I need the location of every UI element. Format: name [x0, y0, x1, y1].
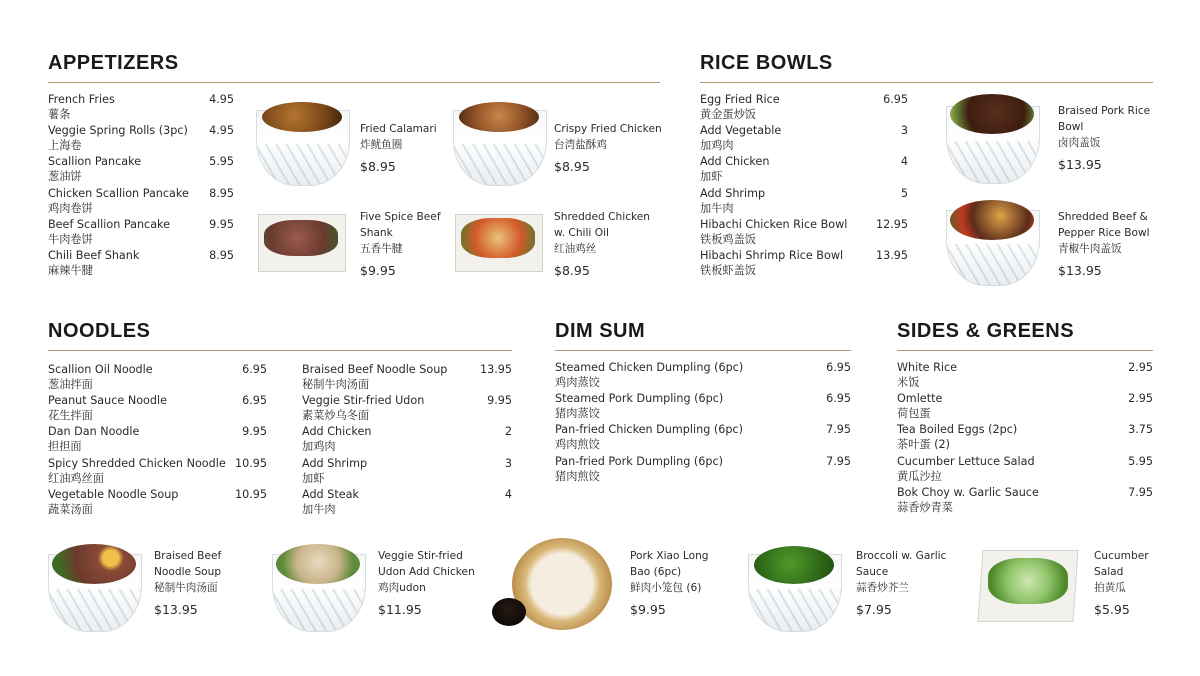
- item-name: Hibachi Chicken Rice Bowl: [700, 217, 848, 231]
- menu-item[interactable]: [48, 393, 267, 424]
- item-name-cn: 担担面: [48, 440, 82, 454]
- item-price: 4.95: [209, 124, 234, 138]
- item-name: Omlette: [897, 392, 943, 406]
- item-name: Veggie Spring Rolls (3pc): [48, 124, 188, 138]
- noodles-column-2: [302, 362, 512, 518]
- item-price: 9.95: [242, 425, 267, 439]
- menu-item[interactable]: [897, 454, 1153, 485]
- menu-item[interactable]: [700, 186, 908, 217]
- menu-item[interactable]: [700, 248, 908, 279]
- item-price: 6.95: [242, 363, 267, 376]
- dish-name-cn: 秘制牛肉汤面: [154, 582, 218, 594]
- dish-name: Broccoli w. Garlic: [856, 550, 947, 562]
- dish-name-2: Bowl: [1058, 121, 1084, 133]
- crispy-fried-chicken-label: [554, 121, 662, 175]
- menu-item[interactable]: [555, 360, 851, 391]
- dish-name-2: Noodle Soup: [154, 566, 222, 578]
- item-name: Add Steak: [302, 487, 359, 501]
- dish-name: Shredded Beef &: [1058, 211, 1148, 223]
- dish-name: Braised Pork Rice: [1058, 105, 1151, 117]
- item-name: Hibachi Shrimp Rice Bowl: [700, 248, 844, 262]
- item-price: 4: [900, 155, 908, 169]
- braised-pork-rice-label: [1058, 103, 1150, 173]
- xiao-long-bao-photo: [490, 536, 615, 636]
- dish-name-cn: 红油鸡丝: [554, 243, 597, 255]
- item-name-cn: 蒜香炒青菜: [897, 500, 953, 514]
- dish-name: Pork Xiao Long: [630, 550, 709, 562]
- menu-item[interactable]: [48, 154, 234, 185]
- braised-beef-noodle-label: [154, 548, 221, 618]
- dim-sum-list: [555, 360, 851, 485]
- item-price: 6.95: [242, 394, 267, 408]
- menu-item[interactable]: [700, 154, 908, 185]
- item-price: 6.95: [826, 361, 851, 374]
- broccoli-label: [856, 548, 946, 618]
- noodles-title: NOODLES: [48, 320, 512, 351]
- item-name: Beef Scallion Pancake: [48, 217, 171, 231]
- dish-price: $7.95: [856, 602, 892, 617]
- item-price: 6.95: [883, 93, 908, 106]
- menu-item[interactable]: [302, 456, 512, 487]
- item-price: 5: [900, 186, 908, 200]
- menu-item[interactable]: [555, 422, 851, 453]
- menu-item[interactable]: [897, 360, 1153, 391]
- item-name-cn: 葱油饼: [48, 170, 82, 184]
- dish-price: $8.95: [360, 159, 396, 174]
- item-name-cn: 牛肉卷饼: [48, 232, 93, 246]
- dish-name-2: Bao (6pc): [630, 566, 682, 578]
- item-name: Spicy Shredded Chicken Noodle: [48, 456, 226, 470]
- menu-item[interactable]: [302, 424, 512, 455]
- dish-name-cn: 青椒牛肉盖饭: [1058, 243, 1122, 255]
- rice-bowls-title: RICE BOWLS: [700, 52, 1153, 83]
- item-price: 2.95: [1128, 392, 1153, 406]
- item-name-cn: 荷包蛋: [897, 407, 931, 421]
- noodles-column-1: [48, 362, 267, 518]
- item-price: 3.75: [1128, 423, 1153, 437]
- menu-item[interactable]: [897, 485, 1153, 516]
- item-price: 7.95: [1128, 485, 1153, 499]
- item-name: Pan-fried Chicken Dumpling (6pc): [555, 423, 743, 437]
- item-name: Vegetable Noodle Soup: [48, 487, 179, 501]
- item-price: 9.95: [487, 394, 512, 408]
- item-name: Scallion Oil Noodle: [48, 363, 153, 376]
- item-name: Veggie Stir-fried Udon: [302, 394, 425, 408]
- item-name-cn: 加牛肉: [700, 201, 734, 215]
- item-price: 2.95: [1128, 361, 1153, 374]
- dish-price: $8.95: [554, 159, 590, 174]
- braised-pork-rice-photo: [946, 92, 1038, 184]
- item-name-cn: 麻辣牛腱: [48, 263, 93, 277]
- dish-name-cn: 蒜香炒芥兰: [856, 582, 909, 594]
- item-price: 3: [504, 456, 512, 470]
- item-name: Tea Boiled Eggs (2pc): [897, 423, 1018, 437]
- item-name-cn: 葱油拌面: [48, 378, 93, 391]
- dish-name-cn: 拍黄瓜: [1094, 582, 1126, 594]
- veggie-udon-photo: [272, 540, 364, 632]
- dish-price: $9.95: [630, 602, 666, 617]
- item-price: 7.95: [826, 454, 851, 468]
- menu-item[interactable]: [48, 92, 234, 123]
- broccoli-photo: [748, 540, 840, 632]
- dish-name-cn: 五香牛腱: [360, 243, 403, 255]
- menu-item[interactable]: [48, 123, 234, 154]
- braised-beef-noodle-photo: [48, 540, 140, 632]
- item-price: 9.95: [209, 217, 234, 231]
- dish-name-cn: 鲜肉小笼包 (6): [630, 582, 702, 594]
- dish-price: $13.95: [1058, 157, 1102, 172]
- item-name-cn: 鸡肉卷饼: [48, 201, 93, 215]
- five-spice-beef-label: [360, 209, 441, 279]
- menu-item[interactable]: [555, 454, 851, 485]
- item-name-cn: 加鸡肉: [302, 440, 336, 454]
- item-name-cn: 秘制牛肉汤面: [302, 378, 370, 391]
- item-name: Chicken Scallion Pancake: [48, 186, 189, 200]
- item-name: Egg Fried Rice: [700, 93, 780, 106]
- veggie-udon-label: [378, 548, 475, 618]
- dish-name-2: Pepper Rice Bowl: [1058, 227, 1150, 239]
- item-name-cn: 薯条: [48, 108, 71, 121]
- appetizers-title: APPETIZERS: [48, 52, 660, 83]
- sides-list: [897, 360, 1153, 516]
- item-name-cn: 米饭: [897, 376, 920, 389]
- item-name: Pan-fried Pork Dumpling (6pc): [555, 454, 724, 468]
- dish-name: Fried Calamari: [360, 123, 437, 135]
- item-name: Dan Dan Noodle: [48, 425, 140, 439]
- menu-item[interactable]: [48, 186, 234, 217]
- item-name-cn: 加虾: [700, 170, 723, 184]
- item-price: 6.95: [826, 392, 851, 406]
- item-name-cn: 猪肉蒸饺: [555, 407, 600, 421]
- fried-calamari-label: [360, 121, 437, 175]
- dish-name: Cucumber: [1094, 550, 1149, 562]
- item-price: 8.95: [209, 248, 234, 262]
- item-name-cn: 素菜炒乌冬面: [302, 409, 370, 423]
- menu-item[interactable]: [48, 424, 267, 455]
- item-name-cn: 加虾: [302, 471, 325, 485]
- item-price: 2: [504, 425, 512, 439]
- item-name: Scallion Pancake: [48, 155, 142, 169]
- shredded-beef-pepper-photo: [946, 198, 1038, 286]
- dish-name-2: w. Chili Oil: [554, 227, 609, 239]
- dish-name-cn: 台湾盐酥鸡: [554, 139, 607, 151]
- dish-name-2: Shank: [360, 227, 393, 239]
- menu-item[interactable]: [700, 123, 908, 154]
- menu-item[interactable]: [48, 456, 267, 487]
- item-name: White Rice: [897, 361, 958, 374]
- item-name-cn: 铁板虾盖饭: [700, 263, 756, 277]
- dish-price: $13.95: [154, 602, 198, 617]
- item-price: 8.95: [209, 186, 234, 200]
- item-name-cn: 鸡肉煎饺: [555, 438, 600, 452]
- menu-item[interactable]: [700, 92, 908, 123]
- menu-item[interactable]: [897, 391, 1153, 422]
- item-price: 12.95: [875, 217, 908, 231]
- item-name: Steamed Pork Dumpling (6pc): [555, 392, 724, 406]
- item-name: Add Chicken: [302, 425, 372, 439]
- item-price: 7.95: [826, 423, 851, 437]
- item-name-cn: 黄瓜沙拉: [897, 469, 942, 483]
- item-name: Add Vegetable: [700, 124, 782, 138]
- dish-price: $11.95: [378, 602, 422, 617]
- menu-item[interactable]: [48, 487, 267, 518]
- shredded-chicken-photo: [453, 210, 545, 274]
- item-name: Add Chicken: [700, 155, 770, 169]
- item-price: 13.95: [875, 248, 908, 262]
- menu-item[interactable]: [555, 391, 851, 422]
- menu-item[interactable]: [48, 248, 234, 279]
- item-price: 10.95: [234, 456, 267, 470]
- dish-name: Veggie Stir-fried: [378, 550, 463, 562]
- item-price: 4: [504, 487, 512, 501]
- item-name: Bok Choy w. Garlic Sauce: [897, 485, 1039, 499]
- item-name: Add Shrimp: [700, 186, 766, 200]
- dish-name-2: Sauce: [856, 566, 889, 578]
- five-spice-beef-photo: [256, 210, 348, 274]
- item-name-cn: 上海卷: [48, 139, 82, 153]
- item-price: 10.95: [234, 487, 267, 501]
- shredded-beef-pepper-label: [1058, 209, 1150, 279]
- item-name: Steamed Chicken Dumpling (6pc): [555, 361, 744, 374]
- menu-item[interactable]: [48, 217, 234, 248]
- dish-price: $8.95: [554, 263, 590, 278]
- menu-item[interactable]: [897, 422, 1153, 453]
- menu-item[interactable]: [302, 362, 512, 393]
- item-name: French Fries: [48, 93, 115, 106]
- item-name: Peanut Sauce Noodle: [48, 394, 167, 408]
- item-name: Add Shrimp: [302, 456, 368, 470]
- dish-name: Five Spice Beef: [360, 211, 441, 223]
- sides-section: [897, 320, 1153, 516]
- fried-calamari-photo: [256, 100, 348, 184]
- dish-name: Shredded Chicken: [554, 211, 651, 223]
- dish-price: $13.95: [1058, 263, 1102, 278]
- item-name-cn: 红油鸡丝面: [48, 471, 104, 485]
- dish-name-cn: 炸鱿鱼圈: [360, 139, 403, 151]
- item-name-cn: 茶叶蛋 (2): [897, 438, 950, 452]
- item-price: 5.95: [1128, 454, 1153, 468]
- item-name-cn: 蔬菜汤面: [48, 502, 93, 516]
- item-name: Braised Beef Noodle Soup: [302, 363, 448, 376]
- item-price: 5.95: [209, 155, 234, 169]
- noodles-section: [48, 320, 512, 516]
- menu-item[interactable]: [302, 487, 512, 518]
- crispy-fried-chicken-photo: [453, 100, 545, 184]
- dish-name-cn: 卤肉盖饭: [1058, 137, 1101, 149]
- dim-sum-section: [555, 320, 851, 485]
- item-name-cn: 加牛肉: [302, 502, 336, 516]
- menu-item[interactable]: [700, 217, 908, 248]
- rice-bowls-list: [700, 92, 908, 279]
- sides-title: SIDES & GREENS: [897, 320, 1153, 351]
- item-price: 3: [900, 124, 908, 138]
- item-name: Chili Beef Shank: [48, 248, 140, 262]
- dish-price: $5.95: [1094, 602, 1130, 617]
- dish-name: Braised Beef: [154, 550, 222, 562]
- dish-price: $9.95: [360, 263, 396, 278]
- menu-item[interactable]: [302, 393, 512, 424]
- dish-name-2: Udon Add Chicken: [378, 566, 475, 578]
- item-name: Cucumber Lettuce Salad: [897, 454, 1035, 468]
- item-name-cn: 加鸡肉: [700, 139, 734, 153]
- item-name-cn: 鸡肉蒸饺: [555, 376, 600, 389]
- dish-name: Crispy Fried Chicken: [554, 123, 662, 135]
- item-price: 13.95: [479, 363, 512, 376]
- xiao-long-bao-label: [630, 548, 709, 618]
- dim-sum-title: DIM SUM: [555, 320, 851, 351]
- appetizers-list: [48, 92, 234, 279]
- item-name-cn: 铁板鸡盖饭: [700, 232, 756, 246]
- item-name-cn: 猪肉煎饺: [555, 469, 600, 483]
- shredded-chicken-label: [554, 209, 650, 279]
- menu-item[interactable]: [48, 362, 267, 393]
- cucumber-salad-label: [1094, 548, 1149, 618]
- item-name-cn: 花生拌面: [48, 409, 93, 423]
- item-price: 4.95: [209, 93, 234, 106]
- cucumber-salad-photo: [976, 546, 1080, 626]
- dish-name-cn: 鸡肉udon: [378, 582, 426, 594]
- dish-name-2: Salad: [1094, 566, 1124, 578]
- item-name-cn: 黄金蛋炒饭: [700, 108, 756, 121]
